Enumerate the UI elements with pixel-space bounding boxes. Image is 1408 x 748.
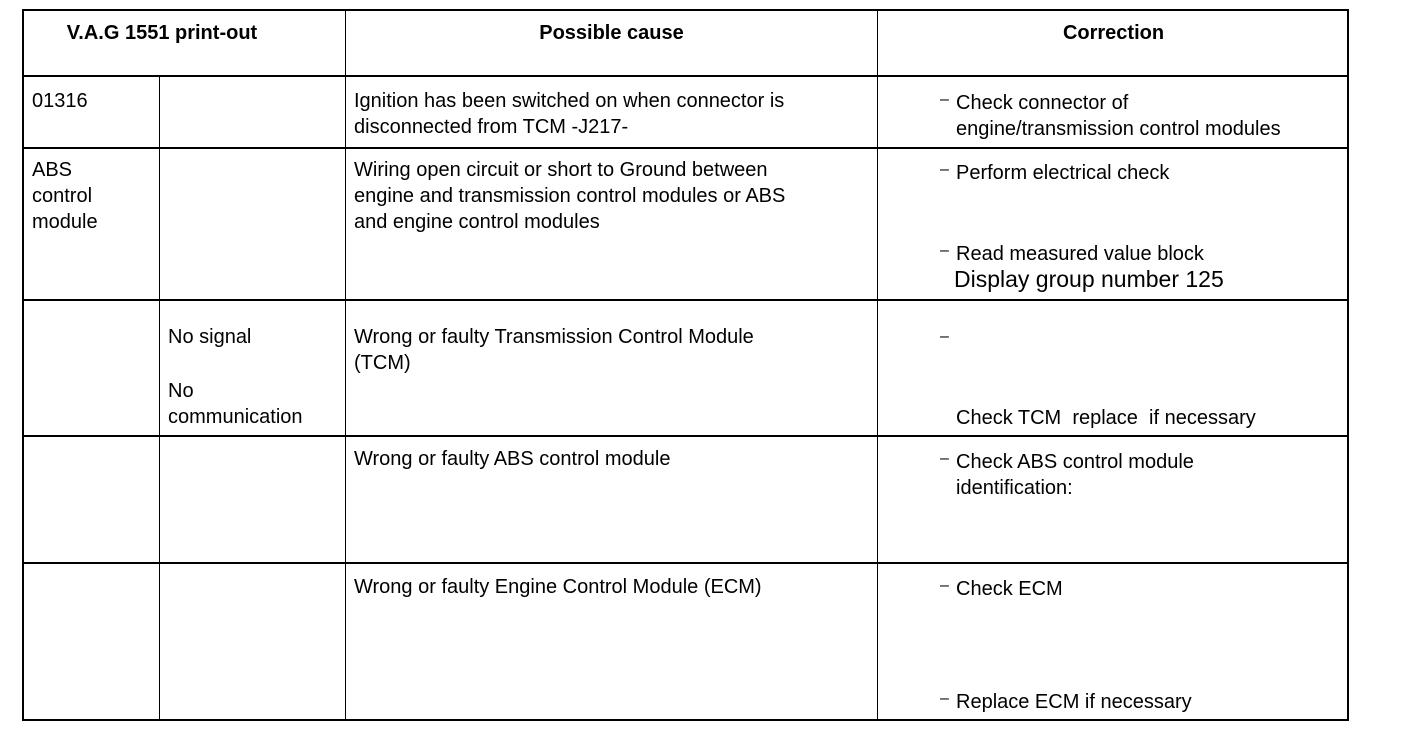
- dash-bullet: –: [940, 161, 949, 178]
- correction-item: – Replace ECM if necessary: [956, 689, 1192, 715]
- fault-code: ABS control module: [32, 159, 98, 233]
- fault-code: 01316: [32, 90, 88, 112]
- dash-bullet: –: [940, 450, 949, 467]
- cause-text: Wrong or faulty ABS control module: [354, 448, 671, 470]
- print-out-detail: No signal No communication: [168, 326, 303, 428]
- cause-text: Wiring open circuit or short to Ground between engine and transmission control modules or ABS and engine control modules: [354, 159, 786, 233]
- row-divider: [24, 299, 1347, 301]
- dash-bullet: –: [940, 242, 949, 259]
- column-divider: [877, 11, 878, 719]
- header-printout: V.A.G 1551 print-out: [66, 22, 258, 44]
- correction-item: – Check ECM: [956, 576, 1063, 602]
- column-divider: [345, 11, 346, 719]
- dash-bullet: –: [940, 690, 949, 707]
- correction-item: – Read measured value block: [956, 241, 1204, 267]
- cause-text: Wrong or faulty Transmission Control Module (TCM): [354, 326, 754, 374]
- dash-bullet: –: [940, 577, 949, 594]
- correction-item: – Check connector of engine/transmission control modules: [956, 90, 1281, 142]
- correction-item: – Perform electrical check: [956, 160, 1169, 186]
- cause-text: Ignition has been switched on when connector is disconnected from TCM -J217-: [354, 90, 785, 138]
- header-possible-cause: Possible cause: [539, 22, 684, 44]
- display-group-note: Display group number 125: [954, 266, 1224, 292]
- dash-bullet: –: [940, 91, 949, 108]
- cause-text: Wrong or faulty Engine Control Module (ECM): [354, 576, 762, 598]
- diagnostic-table: [22, 9, 1349, 721]
- row-divider: [24, 562, 1347, 564]
- column-divider: [159, 77, 160, 719]
- dash-bullet: –: [940, 328, 949, 345]
- row-divider: [24, 147, 1347, 149]
- header-correction: Correction: [1062, 22, 1165, 44]
- correction-item: – Check TCM replace if necessary: [956, 327, 1256, 483]
- correction-item: – Check ABS control module identification:: [956, 449, 1194, 501]
